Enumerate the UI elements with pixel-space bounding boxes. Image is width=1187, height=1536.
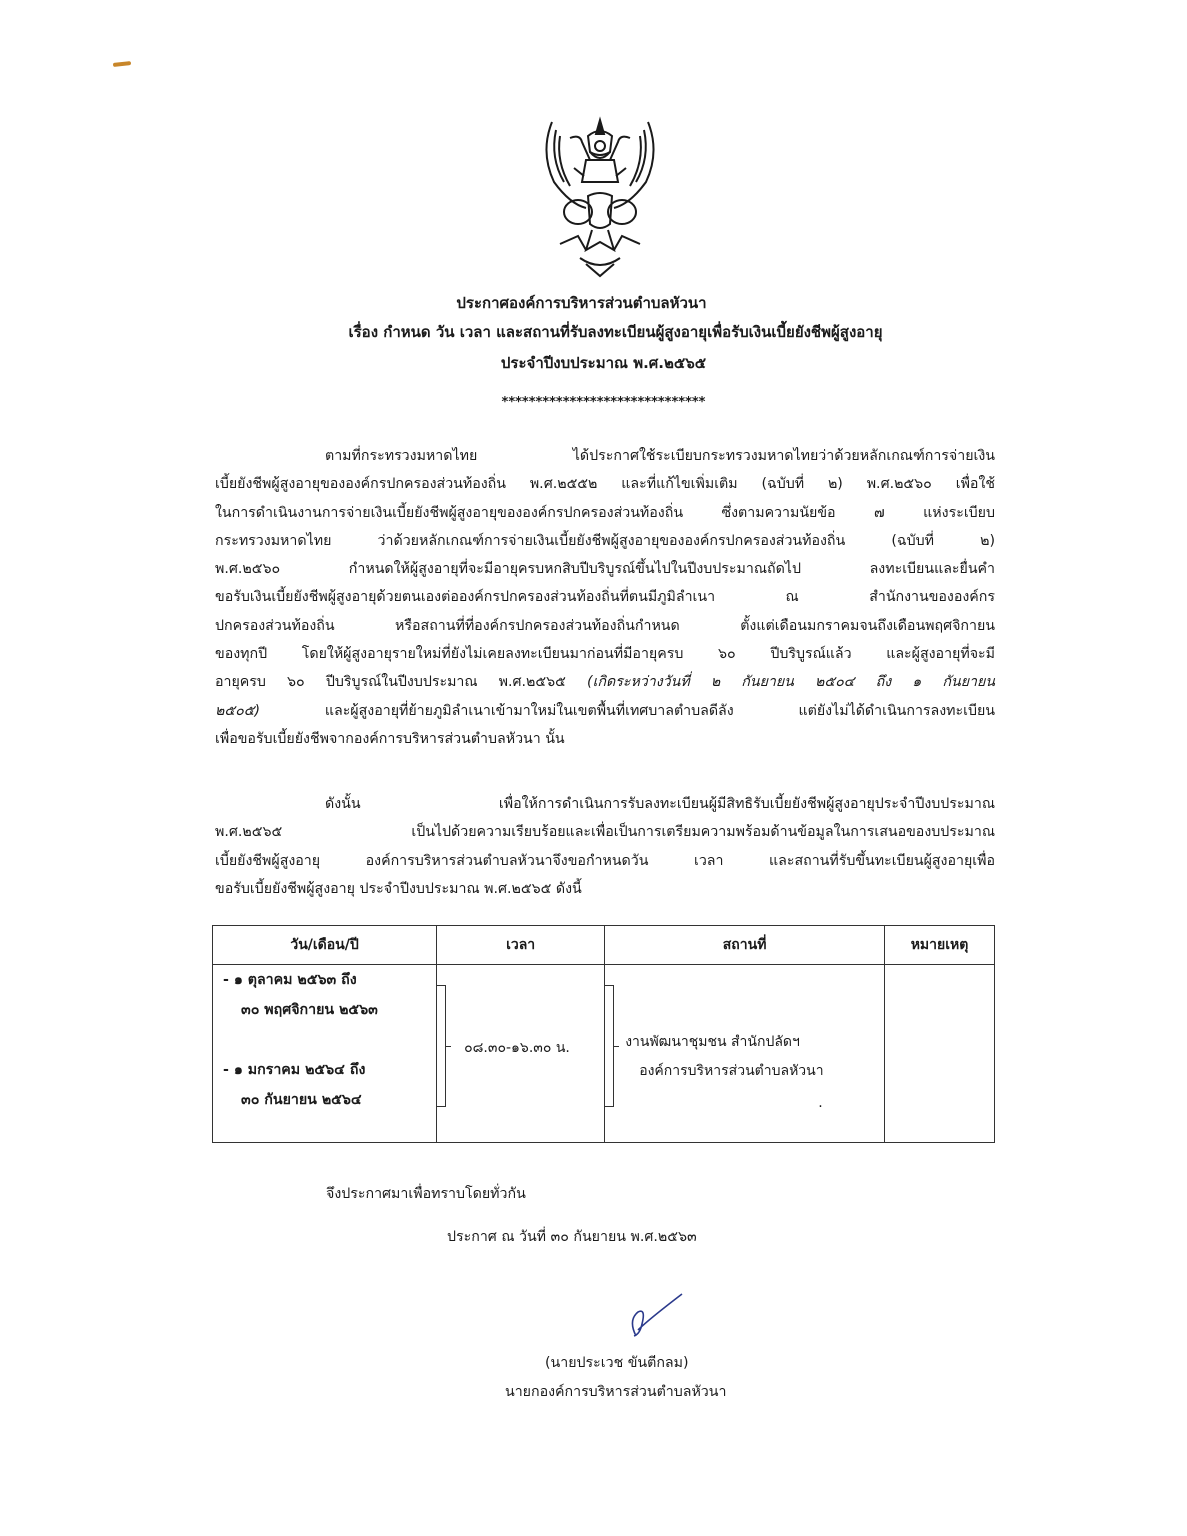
p1-line-9 [215, 668, 995, 696]
place-dot: . [818, 1095, 823, 1111]
p1-line: ตามที่กระทรวงมหาดไทย ได้ประกาศใช้ระเบียบกระทรวงมหาดไทยว่าด้วยหลักเกณฑ์การจ่ายเงิน [325, 448, 995, 464]
p2-line: ดังนั้น เพื่อให้การดำเนินการรับลงทะเบียนผู้มีสิทธิรับเบี้ยยังชีพผู้สูงอายุประจำปีงบประมาณ [325, 796, 995, 812]
header-remark: หมายเหตุ [885, 926, 995, 965]
p1-line-9-text: อายุครบ ๖๐ ปีบริบูรณ์ในปีงบประมาณ พ.ศ.๒๕๖๕ [215, 674, 588, 691]
signatory-position: นายกองค์การบริหารส่วนตำบลหัวนา [505, 1384, 727, 1400]
place-line-1: งานพัฒนาชุมชน สำนักปลัดฯ [625, 1034, 800, 1050]
p1-line: พ.ศ.๒๕๖๐ กำหนดให้ผู้สูงอายุที่จะมีอายุครบหกสิบปีบริบูรณ์ขึ้นไปในปีงบประมาณถัดไป ลงทะเบียนและยื่นคำ [215, 561, 995, 578]
time-value: ๐๘.๓๐-๑๖.๓๐ น. [464, 1040, 570, 1056]
p1-line: ในการดำเนินงานการจ่ายเงินเบี้ยยังชีพผู้สูงอายุขององค์กรปกครองส่วนท้องถิ่น ซึ่งตามความนัยข้อ ๗ แห่งระเบียบ [215, 504, 995, 521]
paragraph-2 [215, 790, 995, 903]
garuda-emblem-icon [530, 112, 670, 280]
paragraph-1 [215, 442, 995, 753]
signatory-name: (นายประเวช ขันตีกลม) [545, 1355, 689, 1371]
p1-line: เบี้ยยังชีพผู้สูงอายุขององค์กรปกครองส่วนท้องถิ่น พ.ศ.๒๕๕๒ และที่แก้ไขเพิ่มเติม (ฉบับที่ ๒) พ.ศ.๒๕๖๐ เพื่อใช้ [215, 476, 995, 493]
place-cell [605, 965, 885, 1143]
date-range-2-end: ๓๐ กันยายน ๒๕๖๔ [241, 1092, 362, 1108]
announcement-date: ประกาศ ณ วันที่ ๓๐ กันยายน พ.ศ.๒๕๖๓ [447, 1229, 697, 1245]
date-range-1-end: ๓๐ พฤศจิกายน ๒๕๖๓ [241, 1002, 378, 1018]
p1-line: ของทุกปี โดยให้ผู้สูงอายุรายใหม่ที่ยังไม่เคยลงทะเบียนมาก่อนที่มีอายุครบ ๖๐ ปีบริบูรณ์แล้ว และผู้สูงอายุที่จะมี [215, 646, 995, 663]
header-date: วัน/เดือน/ปี [213, 926, 437, 965]
announcement-title: ประกาศองค์การบริหารส่วนตำบลหัวนา [456, 294, 707, 312]
bracket-icon [437, 985, 446, 1107]
p1-line-10-text: และผู้สูงอายุที่ย้ายภูมิลำเนาเข้ามาใหม่ในเขตพื้นที่เทศบาลตำบลดีลัง แต่ยังไม่ได้ดำเนินการลงทะเบียน [260, 702, 995, 719]
star-separator: ****************************** [501, 395, 706, 410]
date-range-1-start: - ๑ ตุลาคม ๒๕๖๓ ถึง [223, 972, 357, 988]
table-row [213, 965, 995, 1143]
p2-line: เบี้ยยังชีพผู้สูงอายุ องค์การบริหารส่วนตำบลหัวนาจึงขอกำหนดวัน เวลา และสถานที่รับขึ้นทะเบียนผู้สูงอายุเพื่อ [215, 852, 995, 869]
table-header-row [213, 926, 995, 965]
signature-icon [618, 1290, 688, 1342]
remark-cell [885, 965, 995, 1143]
closing-announce: จึงประกาศมาเพื่อทราบโดยทั่วกัน [326, 1186, 526, 1202]
header-time: เวลา [437, 926, 605, 965]
birth-range-end-italic: ๒๕๐๕) [215, 702, 261, 719]
date-cell [213, 965, 437, 1143]
p2-line: ขอรับเบี้ยยังชีพผู้สูงอายุ ประจำปีงบประมาณ พ.ศ.๒๕๖๕ ดังนี้ [215, 880, 582, 897]
place-line-2: องค์การบริหารส่วนตำบลหัวนา [639, 1063, 824, 1079]
header-place: สถานที่ [605, 926, 885, 965]
announcement-subject: เรื่อง กำหนด วัน เวลา และสถานที่รับลงทะเบียนผู้สูงอายุเพื่อรับเงินเบี้ยยังชีพผู้สูงอายุ [348, 323, 883, 341]
schedule-table [212, 925, 995, 1143]
p2-line: พ.ศ.๒๕๖๕ เป็นไปด้วยความเรียบร้อยและเพื่อเป็นการเตรียมความพร้อมด้านข้อมูลในการเสนอของบประมาณ [215, 824, 995, 841]
time-cell [437, 965, 605, 1143]
p1-line: เพื่อขอรับเบี้ยยังชีพจากองค์การบริหารส่วนตำบลหัวนา นั้น [215, 730, 565, 747]
scan-artifact-mark [113, 61, 131, 67]
p1-line: ขอรับเงินเบี้ยยังชีพผู้สูงอายุด้วยตนเองต่อองค์กรปกครองส่วนท้องถิ่นที่ตนมีภูมิลำเนา ณ สำนักงานขององค์กร [215, 589, 995, 606]
birth-range-italic: (เกิดระหว่างวันที่ ๒ กันยายน ๒๕๐๔ ถึง ๑ กันยายน [587, 674, 995, 691]
date-range-2-start: - ๑ มกราคม ๒๕๖๔ ถึง [223, 1062, 366, 1078]
fiscal-year-line: ประจำปีงบประมาณ พ.ศ.๒๕๖๕ [500, 354, 707, 372]
bracket-icon [605, 985, 614, 1107]
p1-line-10 [215, 697, 995, 725]
p1-line: กระทรวงมหาดไทย ว่าด้วยหลักเกณฑ์การจ่ายเงินเบี้ยยังชีพผู้สูงอายุขององค์กรปกครองส่วนท้องถิ่น (ฉบับที่ ๒) [215, 532, 995, 549]
p1-line: ปกครองส่วนท้องถิ่น หรือสถานที่ที่องค์กรปกครองส่วนท้องถิ่นกำหนด ตั้งแต่เดือนมกราคมจนถึงเดือนพฤศจิกายน [215, 617, 995, 634]
